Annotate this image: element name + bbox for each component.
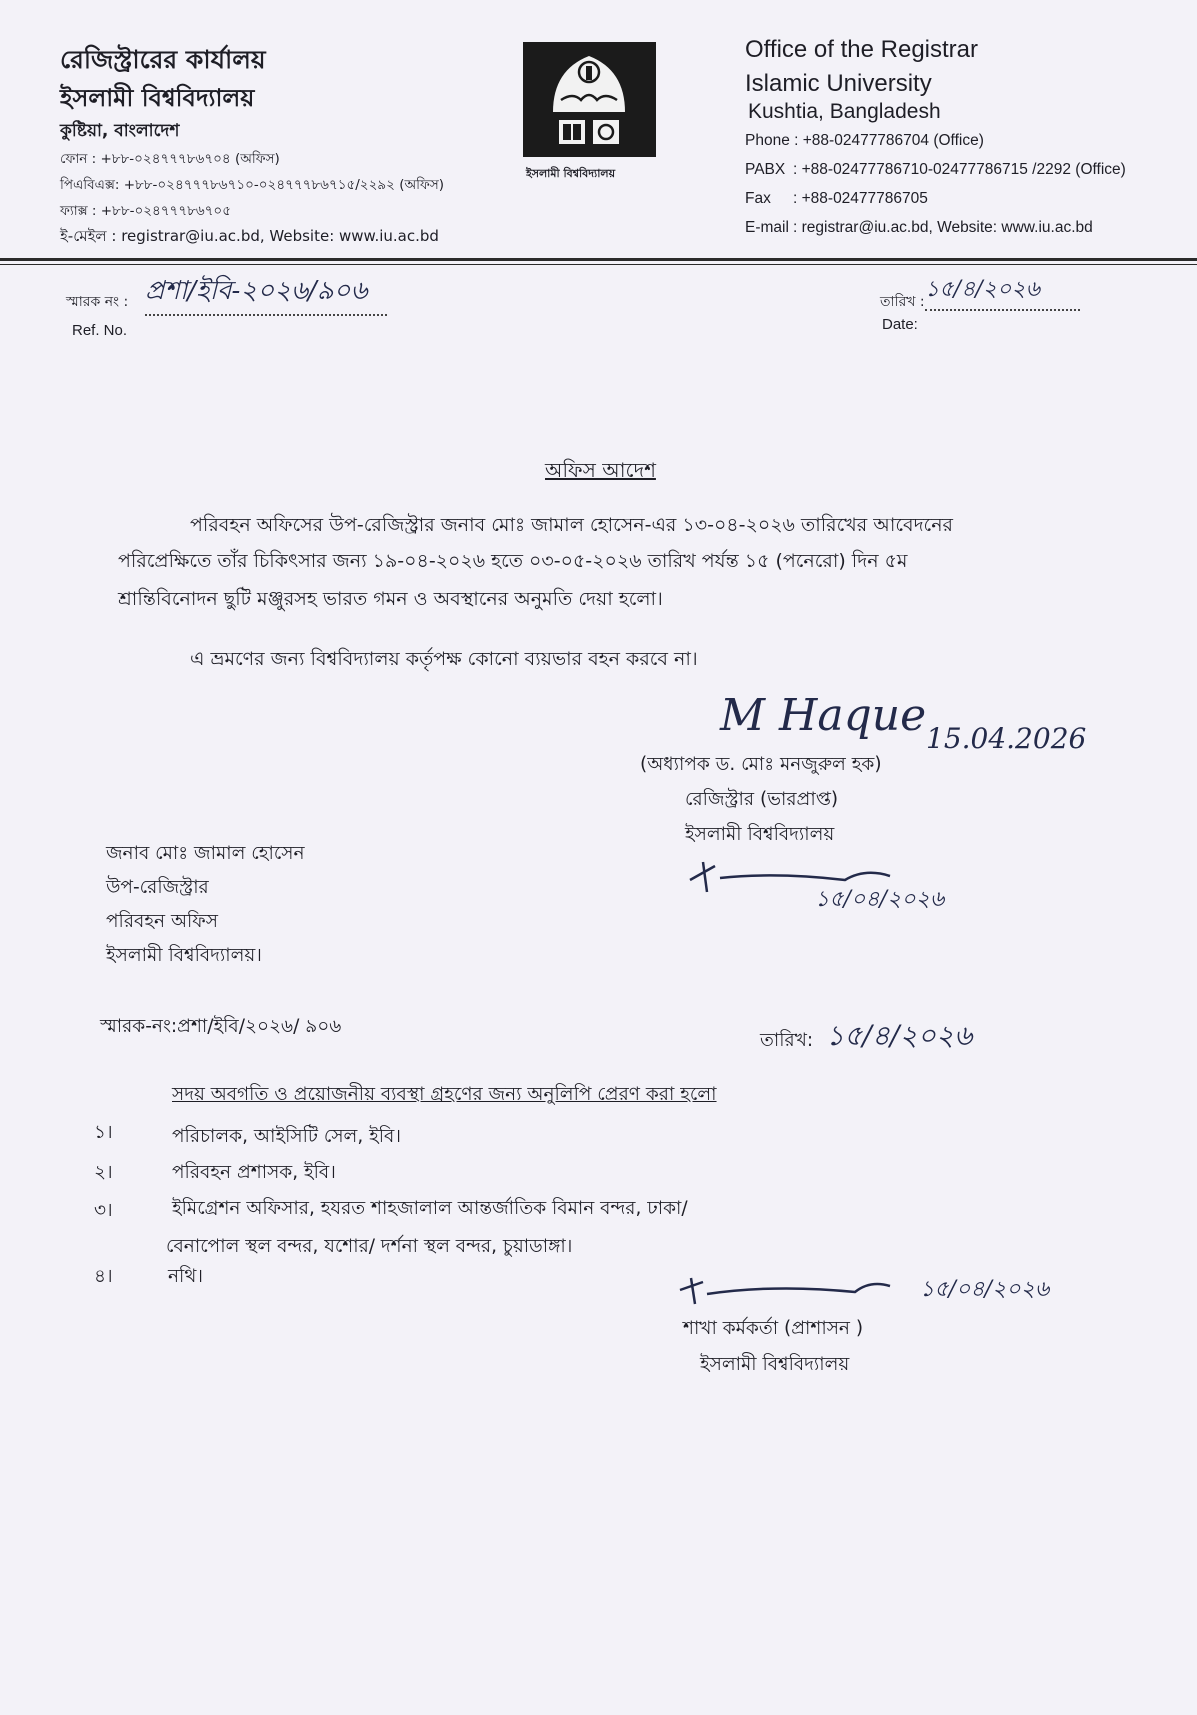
date-label-bn: তারিখ : (880, 294, 925, 310)
registrar-name: (অধ্যাপক ড. মোঃ মনজুরুল হক) (640, 754, 882, 775)
order-para2: এ ভ্রমণের জন্য বিশ্ববিদ্যালয় কর্তৃপক্ষ কোনো ব্যয়ভার বহন করবে না। (190, 648, 698, 670)
date-value: ১৫/৪/২০২৬ (925, 272, 1080, 311)
header-location-bn: কুষ্টিয়া, বাংলাদেশ (60, 121, 180, 141)
officer-initial-date: ১৫/০৪/২০২৬ (920, 1277, 1050, 1302)
header-rule-thick (0, 258, 1197, 261)
order-para1-line3: শ্রান্তিবিনোদন ছুটি মঞ্জুরসহ ভারত গমন ও অবস্থানের অনুমতি দেয়া হলো। (118, 588, 663, 610)
pabx-key: PABX (745, 161, 786, 178)
order-para1-line1: পরিবহন অফিসের উপ-রেজিস্ট্রার জনাব মোঃ জামাল হোসেন-এর ১৩-০৪-২০২৬ তারিখের আবেদনের (190, 514, 953, 536)
header-email-bn: ই-মেইল : registrar@iu.ac.bd, Website: www.iu.ac.bd (60, 227, 439, 245)
registrar-signature: M Haque (720, 690, 927, 741)
registrar-sign-date: 15.04.2026 (926, 722, 1087, 755)
header-phone-bn: ফোন : +৮৮-০২৪৭৭৭৮৬৭০৪ (অফিস) (60, 151, 280, 167)
logo-caption: ইসলামী বিশ্ববিদ্যালয় (526, 167, 616, 180)
initial-date: ১৫/০৪/২০২৬ (815, 887, 945, 912)
addressee-designation: উপ-রেজিস্ট্রার (106, 877, 209, 898)
header-fax-bn: ফ্যাক্স : +৮৮-০২৪৭৭৭৮৬৭০৫ (60, 203, 231, 219)
memo-date-label: তারিখ: (760, 1030, 814, 1051)
cc-item-text: পরিবহন প্রশাসক, ইবি। (172, 1162, 336, 1183)
registrar-org: ইসলামী বিশ্ববিদ্যালয় (685, 824, 835, 845)
order-title: অফিস আদেশ (545, 458, 656, 482)
order-para1-line2: পরিপ্রেক্ষিতে তাঁর চিকিৎসার জন্য ১৯-০৪-২০২৬ হতে ০৩-০৫-২০২৬ তারিখ পর্যন্ত ১৫ (পনেরো) দিন ৫ম (118, 550, 908, 572)
header-office-en: Office of the Registrar (745, 36, 978, 63)
addressee-org: ইসলামী বিশ্ববিদ্যালয়। (106, 945, 262, 966)
ref-label-bn: স্মারক নং : (66, 294, 129, 310)
ref-number: প্রশা/ইবি-২০২৬/৯০৬ (145, 270, 387, 316)
phone-key: Phone (745, 132, 790, 149)
header-pabx-bn: পিএবিএক্স: +৮৮-০২৪৭৭৭৮৬৭১০-০২৪৭৭৭৮৬৭১৫/২২৯২ (অফিস) (60, 177, 445, 193)
header-university-en: Islamic University (745, 70, 932, 97)
logo-emblem-icon (523, 42, 656, 157)
memo-ref: স্মারক-নং:প্রশা/ইবি/২০২৬/ ৯০৬ (100, 1016, 342, 1037)
cc-item-number: ২। (94, 1162, 113, 1183)
cc-item-number: ১। (94, 1122, 113, 1143)
fax-value: : +88-02477786705 (793, 190, 928, 207)
email-key: E-mail (745, 219, 789, 236)
header-fax-en (745, 190, 928, 208)
cc-item-text: ইমিগ্রেশন অফিসার, হযরত শাহজালাল আন্তর্জাতিক বিমান বন্দর, ঢাকা/ (172, 1198, 688, 1219)
addressee-office: পরিবহন অফিস (106, 911, 219, 932)
cc-item-text: নথি। (168, 1266, 203, 1287)
email-value: : registrar@iu.ac.bd, Website: www.iu.ac.bd (793, 219, 1093, 236)
cc-item-number: ৪। (94, 1266, 113, 1287)
cc-item-text-cont: বেনাপোল স্থল বন্দর, যশোর/ দর্শনা স্থল বন্দর, চুয়াডাঙ্গা। (166, 1236, 573, 1257)
officer-scribble-icon (675, 1272, 915, 1312)
addressee-name: জনাব মোঃ জামাল হোসেন (106, 843, 305, 864)
date-label-en: Date: (882, 316, 918, 333)
header-pabx-en (745, 161, 1126, 179)
header-rule-thin (0, 264, 1197, 265)
header-phone-en (745, 132, 984, 150)
header-university-bn: ইসলামী বিশ্ববিদ্যালয় (60, 84, 255, 112)
header-location-en: Kushtia, Bangladesh (748, 100, 941, 123)
cc-item-number: ৩। (94, 1200, 113, 1221)
header-office-bn: রেজিস্ট্রারের কার্যালয় (60, 45, 266, 74)
fax-key: Fax (745, 190, 771, 207)
pabx-value: : +88-02477786710-02477786715 /2292 (Office) (793, 161, 1126, 178)
cc-title: সদয় অবগতি ও প্রয়োজনীয় ব্যবস্থা গ্রহণের জন্য অনুলিপি প্রেরণ করা হলো (172, 1084, 717, 1105)
officer-org: ইসলামী বিশ্ববিদ্যালয় (700, 1354, 850, 1375)
ref-label-en: Ref. No. (72, 322, 128, 339)
registrar-designation: রেজিস্ট্রার (ভারপ্রাপ্ত) (685, 789, 839, 810)
officer-designation: শাখা কর্মকর্তা (প্রাশাসন ) (683, 1318, 864, 1339)
phone-value: : +88-02477786704 (Office) (794, 132, 984, 149)
university-logo (523, 42, 656, 157)
cc-item-text: পরিচালক, আইসিটি সেল, ইবি। (172, 1126, 401, 1147)
header-email-en (745, 219, 1093, 237)
memo-date-value: ১৫/৪/২০২৬ (826, 1019, 973, 1052)
